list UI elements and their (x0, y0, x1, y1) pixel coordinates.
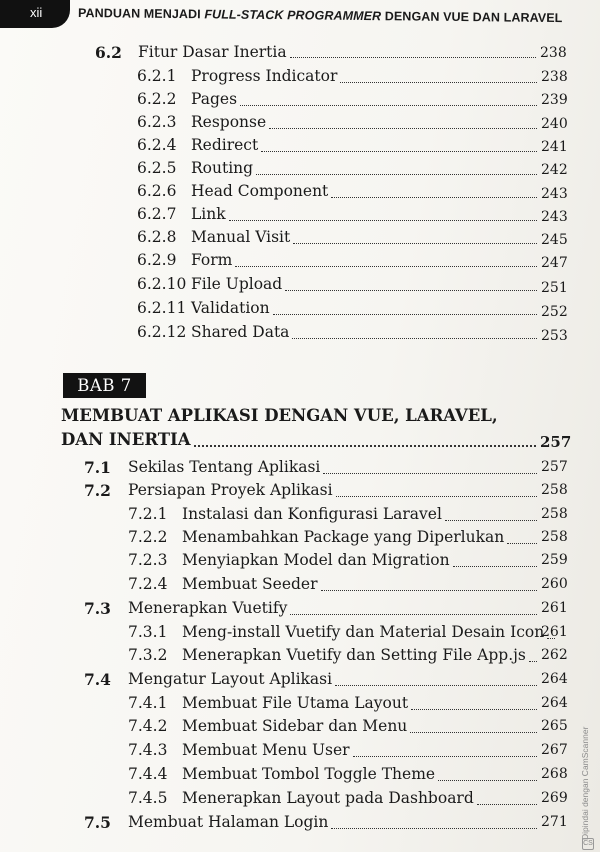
dot-leader (438, 780, 537, 781)
dot-leader (290, 614, 537, 615)
toc-entry-title: Manual Visit (191, 228, 291, 246)
dot-leader (507, 543, 537, 544)
dot-leader (290, 57, 536, 58)
toc-entry-page: 245 (541, 232, 568, 248)
toc-entry[interactable] (0, 205, 600, 227)
toc-entry-number: 6.2.9 (137, 251, 177, 269)
toc-entry-page: 238 (541, 69, 568, 85)
toc-entry-page: 261 (541, 600, 568, 616)
toc-entry-title: Form (191, 251, 233, 269)
toc-entry-number: 7.2.2 (128, 528, 168, 546)
running-title (78, 6, 563, 25)
toc-entry-page: 238 (540, 45, 567, 61)
toc-entry[interactable] (0, 182, 600, 204)
toc-entry-number: 7.2.3 (128, 551, 168, 569)
dot-leader (477, 804, 537, 805)
dot-leader (410, 732, 537, 733)
toc-entry-number: 6.2.7 (137, 205, 177, 223)
dot-leader (331, 197, 537, 198)
toc-entry-number: 6.2.4 (137, 136, 177, 154)
toc-entry-number: 7.1 (84, 458, 111, 477)
toc-entry-page: 267 (541, 742, 568, 758)
toc-entry-title: Mengatur Layout Aplikasi (128, 670, 333, 688)
toc-entry-page: 264 (541, 695, 568, 711)
toc-entry[interactable] (0, 670, 600, 692)
toc-entry-number: 7.4.5 (128, 789, 168, 807)
dot-leader (261, 151, 537, 152)
page-number-badge (0, 0, 70, 28)
toc-entry-title: Membuat File Utama Layout (182, 694, 409, 712)
toc-entry-title: Persiapan Proyek Aplikasi (128, 481, 333, 499)
toc-entry-title: Pages (191, 90, 238, 108)
toc-entry-title: Menambahkan Package yang Diperlukan (182, 528, 505, 546)
dot-leader (340, 82, 537, 83)
toc-entry[interactable] (0, 136, 600, 158)
chapter-title-line1: MEMBUAT APLIKASI DENGAN VUE, LARAVEL, (61, 406, 498, 425)
running-title-pre: PANDUAN MENJADI (77, 6, 205, 22)
toc-entry[interactable] (0, 623, 600, 645)
toc-entry-page: 265 (541, 718, 568, 734)
dot-leader (411, 709, 537, 710)
dot-leader (336, 496, 537, 497)
toc-entry-number: 7.4.3 (128, 741, 168, 759)
dot-leader (529, 661, 537, 662)
toc-entry[interactable] (0, 694, 600, 716)
toc-entry-title: Validation (191, 299, 270, 317)
chapter-title-entry[interactable] (0, 430, 600, 452)
toc-entry-title: Menerapkan Vuetify dan Setting File App.js (182, 646, 526, 664)
toc-entry[interactable] (0, 741, 600, 763)
toc-entry[interactable] (0, 765, 600, 787)
toc-entry-number: 7.4 (84, 670, 111, 689)
toc-entry-number: 7.4.4 (128, 765, 168, 783)
toc-entry-page: 258 (541, 482, 568, 498)
toc-entry-number: 7.2.4 (128, 575, 168, 593)
toc-entry[interactable] (0, 323, 600, 345)
chapter-label: BAB 7 (63, 373, 146, 398)
toc-entry[interactable] (0, 505, 600, 527)
dot-leader (335, 685, 537, 686)
toc-entry-page: 247 (541, 255, 568, 271)
toc-entry-title: Menyiapkan Model dan Migration (182, 551, 450, 569)
toc-entry-number: 6.2.12 (137, 323, 187, 341)
toc-entry-title: Response (191, 113, 267, 131)
toc-entry-6-2[interactable] (0, 43, 600, 65)
toc-entry-title: Membuat Tombol Toggle Theme (182, 765, 436, 783)
toc-entry-number: 7.3 (84, 599, 111, 618)
toc-entry-number: 7.4.1 (128, 694, 168, 712)
camscanner-icon: CS (582, 838, 594, 850)
toc-entry-page: 257 (540, 433, 572, 451)
toc-entry-title: Fitur Dasar Inertia (138, 43, 287, 61)
toc-entry[interactable] (0, 528, 600, 550)
toc-entry-title: Membuat Sidebar dan Menu (182, 717, 408, 735)
toc-entry-number: 6.2.1 (137, 67, 177, 85)
toc-entry-title: Redirect (191, 136, 259, 154)
toc-entry-title: Menerapkan Vuetify (128, 599, 288, 617)
toc-entry[interactable] (0, 481, 600, 503)
toc-entry[interactable] (0, 159, 600, 181)
toc-entry-page: 239 (541, 92, 568, 108)
dot-leader (331, 828, 537, 829)
toc-entry[interactable] (0, 551, 600, 573)
toc-entry-number: 6.2.10 (137, 275, 187, 293)
toc-entry-page: 243 (541, 209, 568, 225)
dot-leader (453, 566, 537, 567)
toc-entry-title: Membuat Seeder (182, 575, 318, 593)
toc-entry-title: Progress Indicator (191, 67, 338, 85)
toc-entry-title: Shared Data (191, 323, 290, 341)
dot-leader (293, 243, 537, 244)
toc-entry-page: 258 (541, 529, 568, 545)
toc-entry[interactable] (0, 789, 600, 811)
toc-entry-title: Link (191, 205, 226, 223)
toc-entry-number: 7.3.2 (128, 646, 168, 664)
toc-entry-number: 7.2.1 (128, 505, 168, 523)
toc-entry-page: 268 (541, 766, 568, 782)
toc-entry-page: 260 (541, 576, 568, 592)
toc-entry-page: 241 (541, 139, 568, 155)
toc-entry-number: 6.2 (95, 43, 122, 62)
toc-entry-title: Routing (191, 159, 254, 177)
running-header (0, 0, 600, 30)
scanner-watermark: Dipindai dengan CamScanner (580, 726, 590, 840)
toc-entry-title: Meng-install Vuetify dan Material Desain Icon (182, 623, 545, 641)
toc-entry-page: 251 (541, 280, 568, 296)
toc-entry-number: 7.2 (84, 481, 111, 500)
toc-entry-number: 6.2.3 (137, 113, 177, 131)
toc-entry-title: File Upload (191, 275, 283, 293)
toc-entry-page: 271 (541, 814, 568, 830)
toc-entry-title: Head Component (191, 182, 329, 200)
dot-leader (292, 338, 537, 339)
toc-entry-page: 242 (541, 162, 568, 178)
toc-entry-page: 258 (541, 506, 568, 522)
dot-leader (273, 314, 537, 315)
toc-entry-number: 6.2.5 (137, 159, 177, 177)
toc-entry-number: 7.4.2 (128, 717, 168, 735)
dot-leader (256, 174, 537, 175)
toc-entry-page: 243 (541, 186, 568, 202)
dot-leader (229, 220, 537, 221)
toc-entry-number: 7.5 (84, 813, 111, 832)
toc-entry-title: Sekilas Tentang Aplikasi (128, 458, 321, 476)
toc-entry-page: 269 (541, 790, 568, 806)
toc-entry[interactable] (0, 90, 600, 112)
dot-leader (269, 128, 537, 129)
dot-leader (353, 756, 537, 757)
toc-entry[interactable] (0, 251, 600, 273)
toc-entry-number: 6.2.11 (137, 299, 187, 317)
toc-entry-number: 6.2.6 (137, 182, 177, 200)
toc-entry-number: 6.2.8 (137, 228, 177, 246)
dot-leader (194, 445, 536, 447)
toc-entry-page: 257 (541, 459, 568, 475)
dot-leader (285, 290, 537, 291)
toc-entry-number: 6.2.2 (137, 90, 177, 108)
toc-entry[interactable] (0, 275, 600, 297)
toc-entry[interactable] (0, 228, 600, 250)
chapter-title-line2: DAN INERTIA (61, 430, 191, 449)
toc-entry[interactable] (0, 113, 600, 135)
toc-entry-title: Instalasi dan Konfigurasi Laravel (182, 505, 442, 523)
toc-entry-number: 7.3.1 (128, 623, 168, 641)
toc-entry[interactable] (0, 458, 600, 480)
toc-entry[interactable] (0, 599, 600, 621)
toc-entry-page: 264 (541, 671, 568, 687)
toc-entry-page: 240 (541, 116, 568, 132)
dot-leader (321, 590, 537, 591)
page-number: xii (30, 5, 43, 20)
toc-entry[interactable] (0, 67, 600, 89)
toc-entry-page: 261 (541, 624, 568, 640)
dot-leader (323, 473, 537, 474)
dot-leader (235, 266, 537, 267)
toc-entry-page: 262 (541, 647, 568, 663)
running-title-post: DENGAN VUE DAN LARAVEL (381, 9, 563, 26)
toc-entry-title: Menerapkan Layout pada Dashboard (182, 789, 474, 807)
toc-entry-title: Membuat Menu User (182, 741, 350, 759)
dot-leader (240, 105, 537, 106)
running-title-italic: FULL-STACK PROGRAMMER (204, 7, 382, 24)
toc-entry-page: 259 (541, 552, 568, 568)
toc-entry-page: 252 (541, 304, 568, 320)
dot-leader (445, 520, 537, 521)
toc-entry[interactable] (0, 575, 600, 597)
toc-entry[interactable] (0, 717, 600, 739)
toc-entry-title: Membuat Halaman Login (128, 813, 329, 831)
toc-entry[interactable] (0, 646, 600, 668)
toc-entry[interactable] (0, 299, 600, 321)
toc-entry-page: 253 (541, 328, 568, 344)
toc-entry[interactable] (0, 813, 600, 835)
